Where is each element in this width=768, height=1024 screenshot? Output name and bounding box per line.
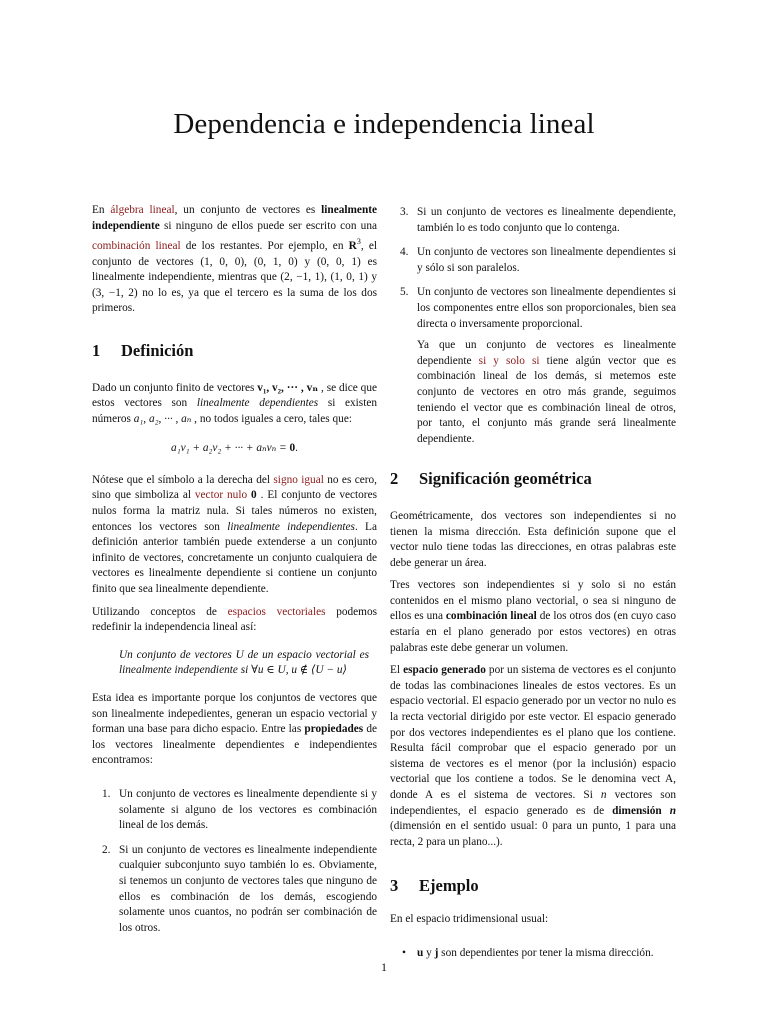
equation-zero-vector: 0 (289, 442, 296, 455)
link-espacios-vectoriales[interactable]: espacios vectoriales (227, 605, 326, 618)
text: Esta idea es importante porque los conjuntos de vectores que son linealmente indepedientes, generan un espacio vectorial y forman una base para dicho espacio. Entre las (92, 692, 377, 736)
list-number: 3. (400, 206, 409, 218)
term-linealmente-independiente: linealmente independiente (92, 204, 378, 232)
example-paragraph: En el espacio tridimensional usual: (390, 912, 549, 925)
link-signo-igual[interactable]: signo igual (273, 473, 324, 486)
properties-intro-paragraph (92, 691, 377, 769)
text: si existen números (92, 397, 378, 425)
vector-spaces-paragraph (92, 605, 377, 636)
math-n: n (661, 804, 677, 817)
text: . El conjunto de vectores nulos forma la matriz nula. Si tales números no existen, entonces los vectores son (92, 489, 377, 533)
properties-list-part2 (390, 205, 676, 447)
text: Dado un conjunto finito de vectores (92, 381, 258, 394)
zero-vector-symbol: 0 (247, 489, 257, 502)
definition-quote: Un conjunto de vectores U de un espacio vectorial es linealmente independiente si ∀u ∈ U, u ∉ ⟨U − u⟩ (119, 648, 369, 677)
bullet-icon: • (402, 946, 406, 959)
section-number: 3 (390, 876, 399, 896)
text: Utilizando conceptos de (92, 605, 228, 618)
scalar-list-math: a₁, a₂, ··· , aₙ (133, 412, 192, 425)
section-title: Definición (121, 340, 194, 360)
section-heading-ejemplo (390, 878, 676, 894)
intro-text: , un conjunto de vectores es (174, 204, 322, 216)
list-item (390, 205, 676, 236)
list-item-text: Si un conjunto de vectores es linealmente dependiente, también lo es todo conjunto que lo contenga. (417, 206, 676, 234)
text: no es cero, sino que simboliza al (92, 473, 377, 502)
dependence-equation (92, 441, 377, 457)
list-number: 4. (400, 246, 409, 259)
term-dimension: dimensión (612, 804, 662, 817)
equation-lhs: a₁v₁ + a₂v₂ + ··· + aₙvₙ = (171, 442, 290, 455)
list-item (390, 946, 676, 962)
properties-list-part1 (92, 787, 377, 936)
text: podemos redefinir la independencia lineal así: (92, 605, 377, 634)
geometric-paragraph-2 (390, 578, 676, 656)
text: Tres vectores son independientes si y solo si no están contenidos en el mismo plano vectorial, o sea si ninguno de ellos es una (390, 579, 676, 623)
math-n: n (600, 789, 607, 801)
intro-text: si ninguno de ellos puede ser escrito con una (159, 219, 377, 232)
text: vectores son independientes, el espacio generado es de (390, 789, 676, 817)
vector-u: u (417, 946, 424, 959)
section-heading-significacion-geometrica (390, 471, 676, 487)
link-si-y-solo-si[interactable]: si y solo si (478, 354, 540, 367)
text: por un sistema de vectores es el conjunto de todas las combinaciones lineales de estos vectores. Es un espacio vectorial. El espacio generado por un vector no nulo es la recta vectorial dirigido por este vector. El espacio generado por dos vectores independientes es el plano que los contiene. Resulta fácil comprobar que el espacio generado por un sistema de vectores es el menor (por la inclusión) espacio vectorial que los contiene a todos. Se le denomina vect A, donde A es el sistema de vectores. Si (390, 664, 676, 801)
term-espacio-generado: espacio generado (403, 664, 486, 677)
page-number: 1 (381, 960, 387, 974)
list-item (390, 285, 676, 447)
section-title: Significación geométrica (419, 469, 592, 489)
section-heading-definicion (92, 340, 377, 360)
r3-symbol: R (348, 239, 357, 252)
term-propiedades: propiedades (304, 723, 364, 736)
list-item-text: Un conjunto de vectores son linealmente dependientes si y sólo si son paralelos. (417, 246, 676, 274)
list-item-continuation (417, 338, 676, 447)
text: y (423, 946, 435, 959)
intro-paragraph (92, 203, 377, 317)
vector-j: j (434, 946, 439, 959)
term-linealmente-dependientes: linealmente dependientes (196, 397, 319, 410)
example-list (390, 946, 676, 962)
link-vector-nulo[interactable]: vector nulo (194, 489, 248, 502)
text: de los otros dos (en cuyo caso estaría en el plano generado por estos vectores) en otras palabras este debe generar un volumen. (390, 610, 677, 654)
text: Ya que un conjunto de vectores es linealmente dependiente (417, 339, 676, 367)
text: Nótese que el símbolo a la derecha del (92, 473, 274, 486)
intro-text: En (92, 204, 111, 216)
list-item-text: Un conjunto de vectores es linealmente dependiente si y solamente si alguno de los vectores es combinación lineal de los demás. (119, 787, 377, 832)
text: , se dice que estos vectores son (92, 381, 377, 410)
geometric-paragraph-1: Geométricamente, dos vectores son independientes si no tienen la misma dirección. Esta definición supone que el vector nulo tiene todas las direcciones, en otras palabras este debe generar un área. (390, 509, 676, 569)
list-item-text: Un conjunto de vectores son linealmente dependientes si los componentes entre ellos son proporcionales, bien sea directa o inversamente proporcional. (417, 286, 676, 330)
text: El (390, 664, 404, 677)
term-combinacion-lineal: combinación lineal (445, 610, 537, 623)
left-column (92, 203, 377, 945)
list-item-text: Si un conjunto de vectores es linealmente independiente cualquier subconjunto suyo también lo es. Obviamente, si tenemos un conjunto de vectores tales que ninguno de ellos es combinación de los demás, escogiendo solamente unos cuantos, no podrán ser combinación de los otros. (119, 843, 377, 934)
link-algebra-lineal[interactable]: álgebra lineal (110, 204, 175, 216)
text: de los vectores linealmente dependientes e independientes encontramos: (92, 723, 377, 767)
section-number: 2 (390, 469, 399, 489)
text: . La definición anterior también puede extenderse a un conjunto infinito de vectores, concretamente un conjunto cualquiera de vectores es linealmente dependiente si contiene un conjunto finito que sea linealmente dependiente. (92, 520, 377, 596)
intro-text: , el conjunto de vectores (1, 0, 0), (0, 1, 0) y (0, 0, 1) es linealmente independiente, mientras que (2, −1, 1), (1, 0, 1) y (3, −1, 2) no lo es, ya que el tercero es la suma de los dos primeros. (92, 239, 377, 315)
null-vector-paragraph (92, 473, 377, 598)
vector-list-math: v₁, v₂, ··· , vₙ (257, 381, 319, 394)
equation-period: . (295, 442, 298, 455)
document-title: Dependencia e independencia lineal (173, 108, 595, 140)
text: son dependientes por tener la misma dirección. (438, 946, 654, 959)
list-item (92, 787, 377, 834)
definition-paragraph (92, 381, 377, 428)
section-number: 1 (92, 340, 101, 360)
term-linealmente-independientes: linealmente independientes (227, 520, 355, 533)
section-title: Ejemplo (419, 876, 479, 896)
link-combinacion-lineal[interactable]: combinación lineal (92, 239, 181, 252)
right-column (390, 205, 676, 961)
generated-space-paragraph (390, 663, 676, 850)
r3-exponent: 3 (356, 237, 361, 247)
list-number: 5. (400, 286, 409, 299)
list-item (390, 245, 676, 276)
text: tiene algún vector que es combinación lineal de los demás, si metemos este conjunto de vectores en otro más grande, seguimos teniendo el vector que es combinación lineal de otros, por tanto, el conjunto más grande será linealmente dependiente. (417, 354, 676, 445)
list-number: 1. (102, 787, 111, 800)
text: (dimensión en el sentido usual: 0 para un punto, 1 para una recta, 2 para un plano...). (390, 820, 676, 848)
list-item (92, 843, 377, 937)
intro-text: de los restantes. Por ejemplo, en (180, 239, 349, 252)
text: , no todos iguales a cero, tales que: (191, 412, 352, 425)
list-number: 2. (102, 843, 111, 856)
